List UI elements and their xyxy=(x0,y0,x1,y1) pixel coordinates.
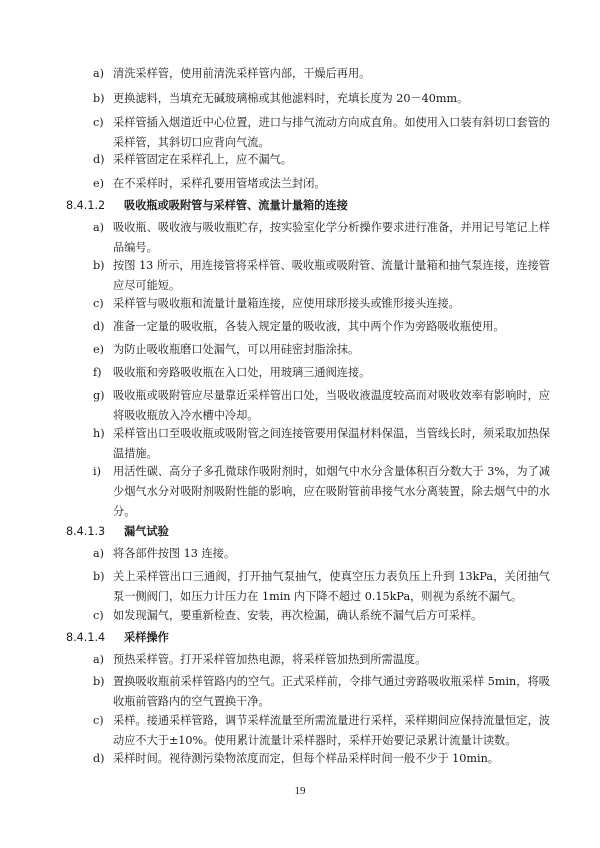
item-text: 吸收瓶、吸收液与吸收瓶贮存，按实验室化学分析操作要求进行准备，并用记号笔记上样品编号。 xyxy=(113,221,550,254)
section-title: 采样操作 xyxy=(124,631,169,644)
item-label: a) xyxy=(93,547,105,560)
item-label: e) xyxy=(93,177,104,190)
item-label: c) xyxy=(93,714,104,727)
item-label: a) xyxy=(93,653,105,666)
item-text: 用活性碳、高分子多孔微球作吸附剂时，如烟气中水分含量体积百分数大于 3%，为了减少烟气水分对吸附剂吸附性能的影响，应在吸附管前串接气水分离装置，除去烟气中的水分。 xyxy=(113,465,550,518)
item-label: c) xyxy=(93,297,104,310)
item-text: 采样管插入烟道近中心位置，进口与排气流动方向成直角。如使用入口装有斜切口套管的采样管，其斜切口应背向气流。 xyxy=(113,116,550,149)
item-text: 采样管固定在采样孔上，应不漏气。 xyxy=(113,153,293,166)
item-label: b) xyxy=(93,675,105,688)
item-text: 按图 13 所示，用连接管将采样管、吸收瓶或吸附管、流量计量箱和抽气泵连接，连接管应尽可能短。 xyxy=(113,259,550,292)
item-label: b) xyxy=(93,259,105,272)
item-label: c) xyxy=(93,609,104,622)
item-text: 预热采样管。打开采样管加热电源，将采样管加热到所需温度。 xyxy=(113,653,427,666)
item-label: b) xyxy=(93,570,105,583)
page-number: 19 xyxy=(294,785,306,797)
item-label: i) xyxy=(93,465,101,478)
item-text: 吸收瓶和旁路吸收瓶在入口处，用玻璃三通阀连接。 xyxy=(113,366,371,379)
item-label: f) xyxy=(93,366,102,379)
item-label: g) xyxy=(93,389,105,402)
item-label: b) xyxy=(93,92,105,105)
section-heading xyxy=(66,628,169,648)
item-label: a) xyxy=(93,221,105,234)
item-label: e) xyxy=(93,343,104,356)
item-text: 采样管出口至吸收瓶或吸附管之间连接管要用保温材料保温，当管线长时，须采取加热保温措施。 xyxy=(113,427,550,460)
section-title: 吸收瓶或吸附管与采样管、流量计量箱的连接 xyxy=(124,199,348,212)
section-number: 8.4.1.2 xyxy=(66,199,106,212)
section-number: 8.4.1.3 xyxy=(66,525,106,538)
item-text: 在不采样时，采样孔要用管堵或法兰封闭。 xyxy=(113,177,326,190)
item-text: 清洗采样管，使用前清洗采样管内部，干燥后再用。 xyxy=(113,67,371,80)
item-text: 为防止吸收瓶磨口处漏气，可以用硅密封脂涂抹。 xyxy=(113,343,360,356)
item-text: 采样时间。视待测污染物浓度而定，但每个样品采样时间一般不少于 10min。 xyxy=(113,752,499,765)
item-text: 吸收瓶或吸附管应尽量靠近采样管出口处，当吸收液温度较高而对吸收效率有影响时，应将吸收瓶放入冷水槽中冷却。 xyxy=(113,389,550,422)
section-heading xyxy=(66,196,348,216)
item-text: 采样。接通采样管路，调节采样流量至所需流量进行采样，采样期间应保持流量恒定，波动应不大于±10%。使用累计流量计采样器时，采样开始要记录累计流量计读数。 xyxy=(113,714,550,747)
item-text: 采样管与吸收瓶和流量计量箱连接，应使用球形接头或锥形接头连接。 xyxy=(113,297,460,310)
item-label: d) xyxy=(93,320,105,333)
item-label: h) xyxy=(93,427,105,440)
item-text: 置换吸收瓶前采样管路内的空气。正式采样前，令排气通过旁路吸收瓶采样 5min，将吸收瓶前管路内的空气置换干净。 xyxy=(113,675,550,708)
item-text: 准备一定量的吸收瓶，各装入规定量的吸收液，其中两个作为旁路吸收瓶使用。 xyxy=(113,320,505,333)
item-text: 更换滤料，当填充无碱玻璃棉或其他滤料时，充填长度为 20－40mm。 xyxy=(113,92,469,105)
item-label: d) xyxy=(93,153,105,166)
item-label: a) xyxy=(93,67,105,80)
item-label: c) xyxy=(93,116,104,129)
item-text: 关上采样管出口三通阀，打开抽气泵抽气，使真空压力表负压上升到 13kPa，关闭抽气泵一侧阀门，如压力计压力在 1min 内下降不超过 0.15kPa，则视为系统不漏气。 xyxy=(113,570,550,603)
item-text: 将各部件按图 13 连接。 xyxy=(113,547,236,560)
section-heading xyxy=(66,522,169,542)
section-number: 8.4.1.4 xyxy=(66,631,106,644)
section-title: 漏气试验 xyxy=(124,525,169,538)
item-label: d) xyxy=(93,752,105,765)
item-text: 如发现漏气，要重新检查、安装，再次检漏，确认系统不漏气后方可采样。 xyxy=(113,609,483,622)
